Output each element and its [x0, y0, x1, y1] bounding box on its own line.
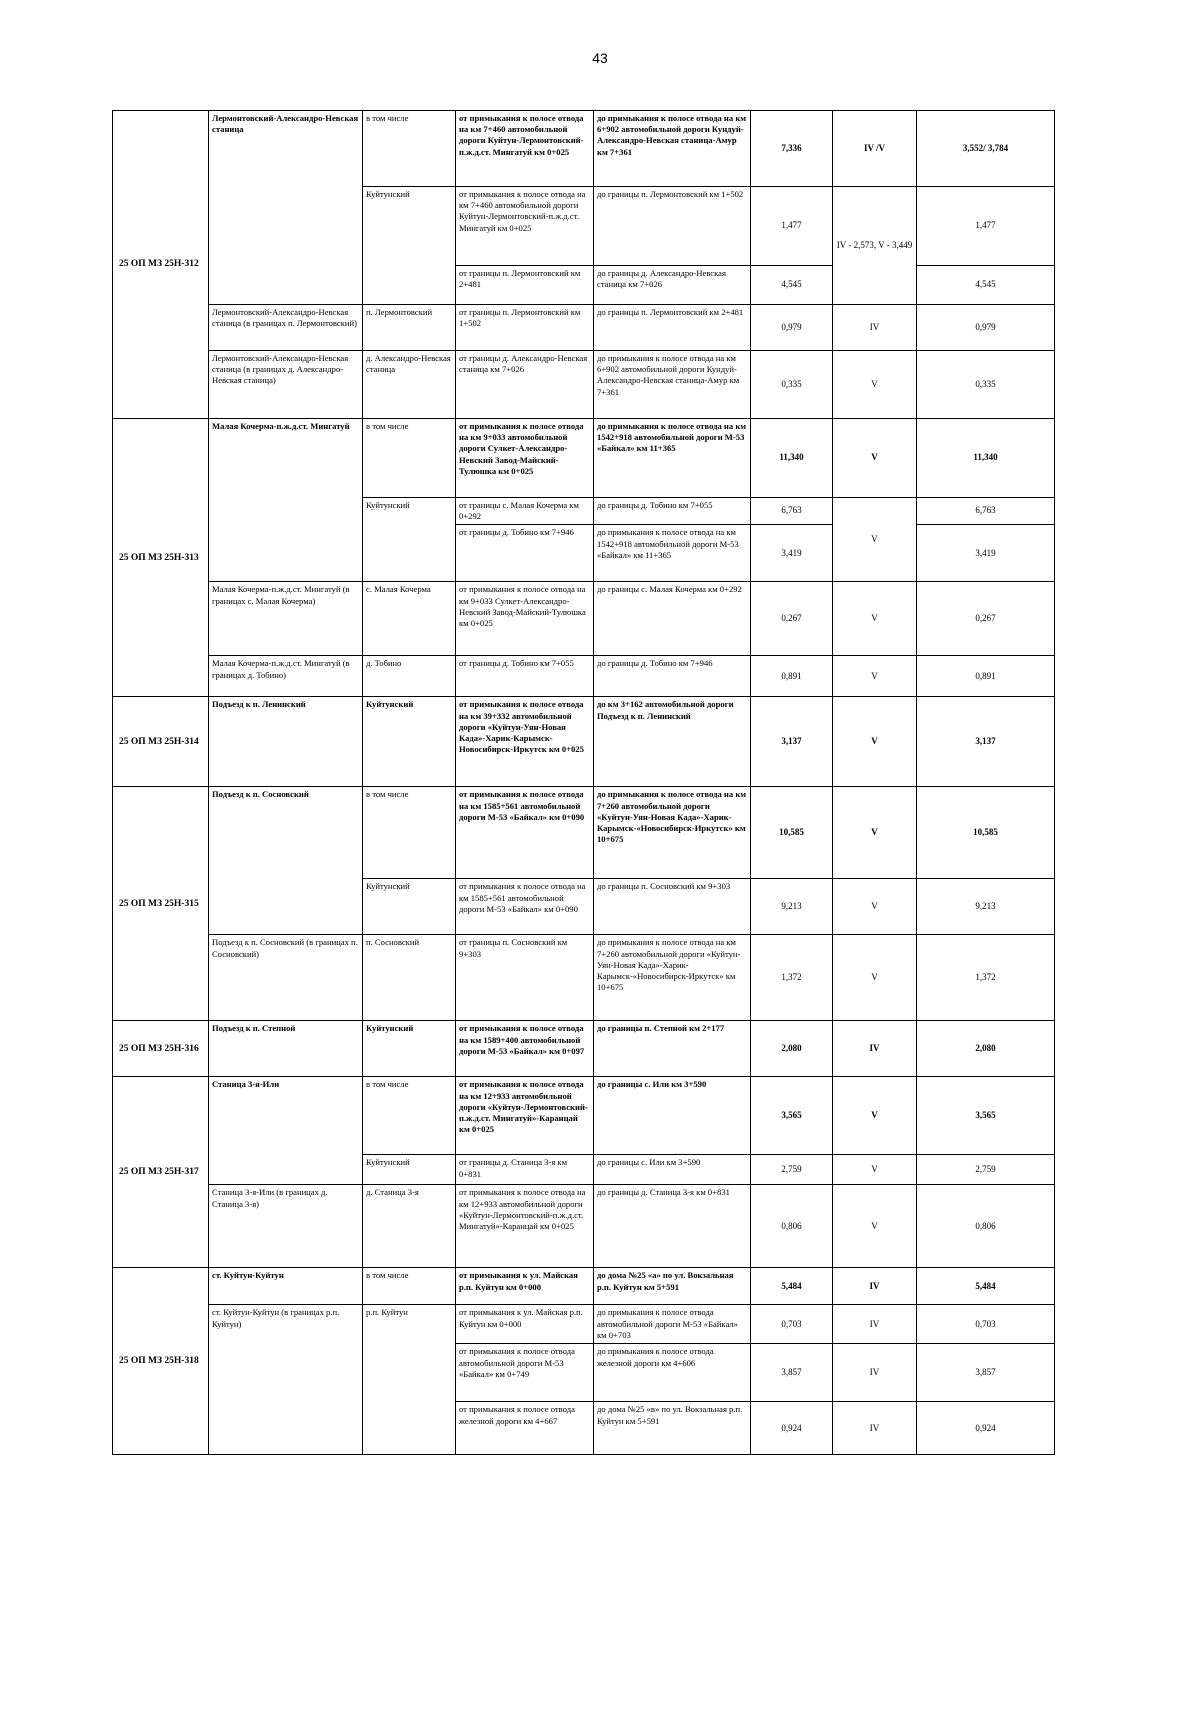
table-row [113, 697, 1055, 787]
segment-to: до примыкания к полосе отвода на км 1542+918 автомобильной дороги М-53 «Байкал» км 11+365 [594, 525, 751, 582]
segment-to: до дома №25 «в» по ул. Вокзальная р.п. Куйтун км 5+591 [594, 1402, 751, 1455]
segment-length: 11,340 [751, 419, 833, 498]
table-row [113, 351, 1055, 419]
segment-to: до примыкания к полосе отвода на км 1542+918 автомобильной дороги М-53 «Байкал» км 11+365 [594, 419, 751, 498]
segment-length: 0,979 [751, 305, 833, 351]
road-category: IV [833, 1021, 917, 1077]
segment-from: от границы д. Александро-Невская станица км 7+026 [456, 351, 594, 419]
segment-to: до границы п. Сосновский км 9+303 [594, 879, 751, 935]
road-code: 25 ОП МЗ 25Н-318 [113, 1268, 209, 1455]
segment-from: от границы с. Малая Кочерма км 0+292 [456, 498, 594, 525]
segment-length: 0,267 [751, 582, 833, 656]
locality: р.п. Куйтун [363, 1305, 456, 1455]
table-row [113, 656, 1055, 697]
segment-to: до границы п. Лермонтовский км 1+502 [594, 187, 751, 266]
road-category: V [833, 787, 917, 879]
road-name: ст. Куйтун-Куйтун [209, 1268, 363, 1305]
total-length: 0,979 [917, 305, 1055, 351]
locality: Куйтунский [363, 1021, 456, 1077]
segment-length: 4,545 [751, 266, 833, 305]
road-registry-table [112, 110, 1055, 1455]
segment-to: до границы д. Тобино км 7+055 [594, 498, 751, 525]
road-code: 25 ОП МЗ 25Н-312 [113, 111, 209, 419]
segment-to: до примыкания к полосе отвода на км 6+902 автомобильной дороги Кундуй-Александро-Невская станица-Амур км 7+361 [594, 351, 751, 419]
segment-length: 1,477 [751, 187, 833, 266]
segment-length: 9,213 [751, 879, 833, 935]
locality: Куйтунский [363, 498, 456, 525]
road-category: IV [833, 1268, 917, 1305]
segment-length: 5,484 [751, 1268, 833, 1305]
road-category: IV - 2,573, V - 3,449 [833, 187, 917, 305]
road-category: IV [833, 305, 917, 351]
segment-to: до границы д. Станица 3-я км 0+831 [594, 1185, 751, 1268]
total-length: 3,137 [917, 697, 1055, 787]
segment-to: до примыкания к полосе отвода на км 7+260 автомобильной дороги «Куйтун-Уян-Новая Када»-Харик-Карымск-«Новосибирск-Иркутск» км 10+675 [594, 787, 751, 879]
segment-length: 0,335 [751, 351, 833, 419]
segment-to: до примыкания к полосе отвода железной дороги км 4+606 [594, 1344, 751, 1402]
total-length: 3,419 [917, 525, 1055, 582]
road-name: Лермонтовский-Александро-Невская станица (в границах п. Лермонтовский) [209, 305, 363, 351]
segment-from: от примыкания к полосе отвода на км 12+933 автомобильной дороги «Куйтун-Лермонтовский-п.ж.д.ст. Мингатуй»-Каранцай км 0+025 [456, 1185, 594, 1268]
table-row [113, 111, 1055, 187]
segment-length: 3,565 [751, 1077, 833, 1155]
road-name: Лермонтовский-Александро-Невская станица [209, 111, 363, 305]
segment-length: 0,806 [751, 1185, 833, 1268]
locality: в том числе [363, 1268, 456, 1305]
segment-length: 1,372 [751, 935, 833, 1021]
table-row [113, 1077, 1055, 1155]
segment-to: до границы д. Александро-Невская станица км 7+026 [594, 266, 751, 305]
road-name: Подъезд к п. Сосновский [209, 787, 363, 935]
segment-from: от примыкания к полосе отвода на км 1589+400 автомобильной дороги М-53 «Байкал» км 0+097 [456, 1021, 594, 1077]
segment-to: до границы д. Тобино км 7+946 [594, 656, 751, 697]
road-category: V [833, 935, 917, 1021]
locality: Куйтунский [363, 187, 456, 266]
table-row [113, 1268, 1055, 1305]
segment-to: до км 3+162 автомобильной дороги Подъезд к п. Ленинский [594, 697, 751, 787]
segment-length: 3,137 [751, 697, 833, 787]
segment-length: 10,585 [751, 787, 833, 879]
locality [363, 525, 456, 582]
segment-to: до границы с. Или км 3+590 [594, 1077, 751, 1155]
road-name: Станица 3-я-Или (в границах д. Станица 3-я) [209, 1185, 363, 1268]
total-length: 5,484 [917, 1268, 1055, 1305]
road-name: Малая Кочерма-п.ж.д.ст. Мингатуй [209, 419, 363, 582]
road-code: 25 ОП МЗ 25Н-316 [113, 1021, 209, 1077]
locality [363, 266, 456, 305]
road-category: V [833, 498, 917, 582]
locality: д. Александро-Невская станица [363, 351, 456, 419]
table-row [113, 582, 1055, 656]
total-length: 0,267 [917, 582, 1055, 656]
segment-from: от границы д. Станица 3-я км 0+831 [456, 1155, 594, 1185]
segment-to: до дома №25 «а» по ул. Вокзальная р.п. Куйтун км 5+591 [594, 1268, 751, 1305]
segment-from: от границы п. Сосновский км 9+303 [456, 935, 594, 1021]
segment-length: 0,703 [751, 1305, 833, 1344]
locality: д. Станица 3-я [363, 1185, 456, 1268]
total-length: 10,585 [917, 787, 1055, 879]
road-category: V [833, 582, 917, 656]
segment-from: от границы д. Тобино км 7+946 [456, 525, 594, 582]
segment-to: до границы п. Лермонтовский км 2+481 [594, 305, 751, 351]
road-category: IV [833, 1305, 917, 1344]
road-category: IV [833, 1344, 917, 1402]
table-row [113, 305, 1055, 351]
locality: в том числе [363, 1077, 456, 1155]
table-row [113, 1305, 1055, 1344]
road-code: 25 ОП МЗ 25Н-313 [113, 419, 209, 697]
segment-from: от примыкания к ул. Майская р.п. Куйтун км 0+000 [456, 1305, 594, 1344]
table-row [113, 419, 1055, 498]
table-row [113, 1185, 1055, 1268]
road-name: Малая Кочерма-п.ж.д.ст. Мингатуй (в границах с. Малая Кочерма) [209, 582, 363, 656]
locality: в том числе [363, 111, 456, 187]
segment-from: от примыкания к полосе отвода железной дороги км 4+667 [456, 1402, 594, 1455]
segment-from: от примыкания к полосе отвода на км 7+460 автомобильной дороги Куйтун-Лермонтовский-п.ж.д.ст. Мингатуй км 0+025 [456, 187, 594, 266]
segment-to: до границы с. Малая Кочерма км 0+292 [594, 582, 751, 656]
road-code: 25 ОП МЗ 25Н-314 [113, 697, 209, 787]
segment-from: от примыкания к полосе отвода на км 1585+561 автомобильной дороги М-53 «Байкал» км 0+090 [456, 787, 594, 879]
segment-from: от примыкания к полосе отвода на км 7+460 автомобильной дороги Куйтун-Лермонтовский-п.ж.д.ст. Мингатуй км 0+025 [456, 111, 594, 187]
road-category: V [833, 697, 917, 787]
road-name: Подъезд к п. Степной [209, 1021, 363, 1077]
table-row [113, 1021, 1055, 1077]
table-row [113, 787, 1055, 879]
locality: с. Малая Кочерма [363, 582, 456, 656]
road-category: V [833, 1185, 917, 1268]
segment-to: до границы с. Или км 3+590 [594, 1155, 751, 1185]
segment-from: от примыкания к полосе отвода на км 1585+561 автомобильной дороги М-53 «Байкал» км 0+090 [456, 879, 594, 935]
segment-from: от примыкания к полосе отвода на км 39+332 автомобильной дороги «Куйтун-Уян-Новая Када»-Харик-Карымск-Новосибирск-Иркутск км 0+025 [456, 697, 594, 787]
road-name: Станица 3-я-Или [209, 1077, 363, 1185]
road-category: V [833, 1155, 917, 1185]
road-name: Подъезд к п. Ленинский [209, 697, 363, 787]
segment-from: от границы п. Лермонтовский км 2+481 [456, 266, 594, 305]
segment-length: 0,924 [751, 1402, 833, 1455]
total-length: 11,340 [917, 419, 1055, 498]
road-name: ст. Куйтун-Куйтун (в границах р.п. Куйтун) [209, 1305, 363, 1455]
segment-from: от примыкания к полосе отвода на км 9+033 Сулкет-Александро-Невский Завод-Майский-Тулюшка км 0+025 [456, 582, 594, 656]
segment-length: 0,891 [751, 656, 833, 697]
segment-to: до границы п. Степной км 2+177 [594, 1021, 751, 1077]
total-length: 3,552/ 3,784 [917, 111, 1055, 187]
road-category: V [833, 879, 917, 935]
segment-length: 2,080 [751, 1021, 833, 1077]
segment-from: от примыкания к полосе отвода автомобильной дороги М-53 «Байкал» км 0+749 [456, 1344, 594, 1402]
road-category: V [833, 1077, 917, 1155]
total-length: 2,080 [917, 1021, 1055, 1077]
segment-from: от границы д. Тобино км 7+055 [456, 656, 594, 697]
page-number: 43 [592, 50, 608, 66]
locality: Куйтунский [363, 697, 456, 787]
locality: в том числе [363, 419, 456, 498]
segment-length: 3,419 [751, 525, 833, 582]
road-name: Подъезд к п. Сосновский (в границах п. Сосновский) [209, 935, 363, 1021]
segment-from: от примыкания к полосе отвода на км 9+033 автомобильной дороги Сулкет-Александро-Невский Завод-Майский-Тулюшка км 0+025 [456, 419, 594, 498]
road-category: V [833, 656, 917, 697]
locality: п. Сосновский [363, 935, 456, 1021]
segment-to: до примыкания к полосе отвода на км 7+260 автомобильной дороги «Куйтун-Уян-Новая Када»-Харик-Карымск-«Новосибирск-Иркутск» км 10+675 [594, 935, 751, 1021]
total-length: 1,477 [917, 187, 1055, 266]
total-length: 0,703 [917, 1305, 1055, 1344]
road-code: 25 ОП МЗ 25Н-315 [113, 787, 209, 1021]
road-category: IV /V [833, 111, 917, 187]
road-name: Малая Кочерма-п.ж.д.ст. Мингатуй (в границах д. Тобино) [209, 656, 363, 697]
road-category: V [833, 419, 917, 498]
segment-to: до примыкания к полосе отвода автомобильной дороги М-53 «Байкал» км 0+703 [594, 1305, 751, 1344]
road-name: Лермонтовский-Александро-Невская станица (в границах д. Александро-Невская станица) [209, 351, 363, 419]
road-code: 25 ОП МЗ 25Н-317 [113, 1077, 209, 1268]
locality: Куйтунский [363, 879, 456, 935]
total-length: 0,924 [917, 1402, 1055, 1455]
total-length: 9,213 [917, 879, 1055, 935]
segment-from: от примыкания к ул. Майская р.п. Куйтун км 0+000 [456, 1268, 594, 1305]
total-length: 1,372 [917, 935, 1055, 1021]
total-length: 6,763 [917, 498, 1055, 525]
segment-to: до примыкания к полосе отвода на км 6+902 автомобильной дороги Кундуй-Александро-Невская станица-Амур км 7+361 [594, 111, 751, 187]
table-row [113, 935, 1055, 1021]
locality: в том числе [363, 787, 456, 879]
total-length: 0,806 [917, 1185, 1055, 1268]
total-length: 0,335 [917, 351, 1055, 419]
total-length: 3,565 [917, 1077, 1055, 1155]
segment-from: от границы п. Лермонтовский км 1+502 [456, 305, 594, 351]
locality: д. Тобино [363, 656, 456, 697]
segment-length: 7,336 [751, 111, 833, 187]
road-category: IV [833, 1402, 917, 1455]
locality: п. Лермонтовский [363, 305, 456, 351]
locality: Куйтунский [363, 1155, 456, 1185]
total-length: 2,759 [917, 1155, 1055, 1185]
road-category: V [833, 351, 917, 419]
total-length: 4,545 [917, 266, 1055, 305]
segment-from: от примыкания к полосе отвода на км 12+933 автомобильной дороги «Куйтун-Лермонтовский-п.ж.д.ст. Мингатуй»-Каранцай км 0+025 [456, 1077, 594, 1155]
segment-length: 3,857 [751, 1344, 833, 1402]
segment-length: 2,759 [751, 1155, 833, 1185]
total-length: 3,857 [917, 1344, 1055, 1402]
total-length: 0,891 [917, 656, 1055, 697]
segment-length: 6,763 [751, 498, 833, 525]
